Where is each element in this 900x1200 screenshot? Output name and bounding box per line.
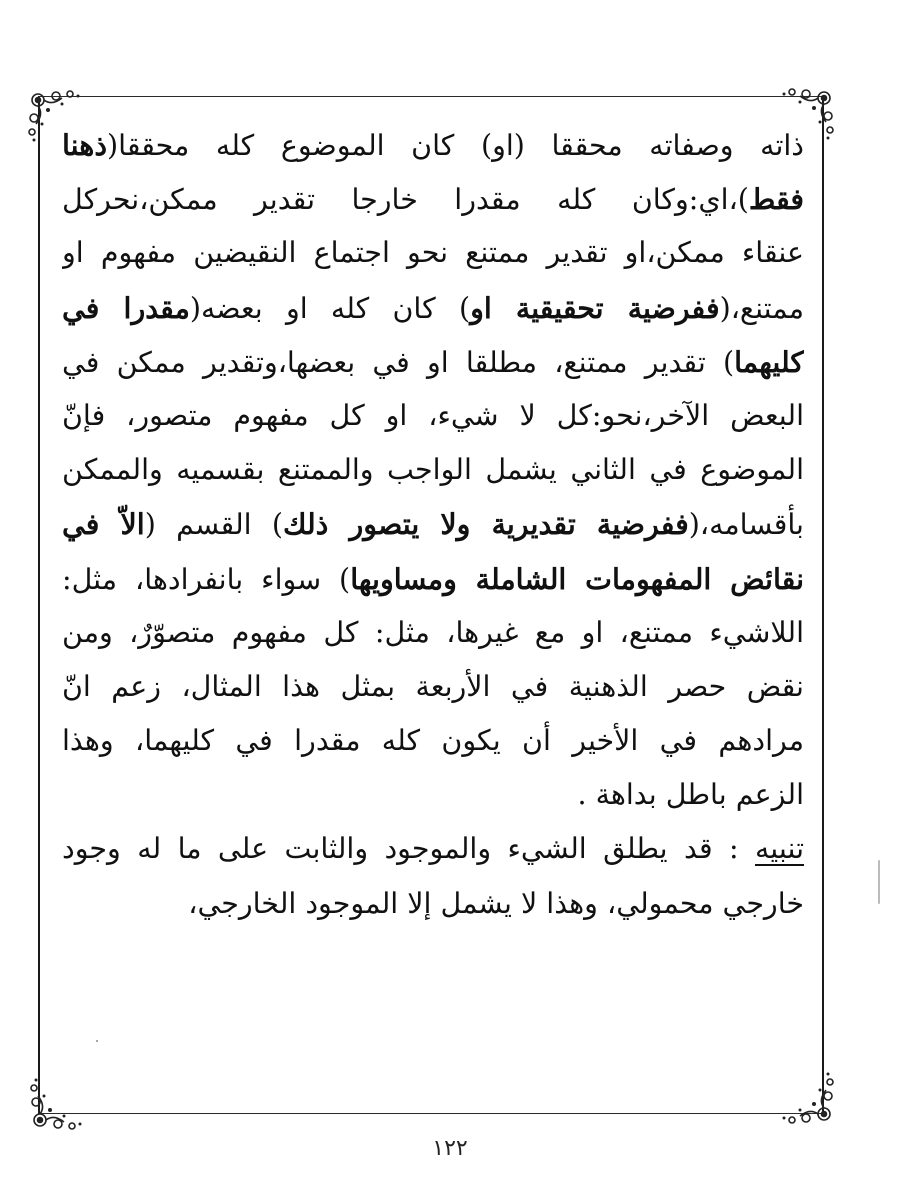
text-segment: ممتنع،( [719, 291, 804, 325]
bold-text-segment: فقط [748, 182, 804, 217]
bold-text-segment: ففرضية تقديرية ولا يتصور ذلك [282, 507, 689, 542]
text-segment: مرادهم في الأخير أن يكون كله مقدرا في كليهما، وهذا [62, 724, 804, 758]
page-number: ١٢٢ [432, 1136, 468, 1161]
text-line [62, 606, 804, 660]
text-segment: اللاشيء ممتنع، او مع غيرها، مثل: كل مفهوم متصوّرٌ، ومن [62, 615, 804, 649]
bold-text-segment: الاّ في [62, 507, 145, 542]
text-line [62, 226, 804, 280]
text-line [62, 552, 804, 606]
text-segment: )،اي:وكان كله مقدرا خارجا تقدير ممكن،نحركل [62, 183, 749, 217]
text-segment: الموضوع في الثاني يشمل الواجب والممتنع بقسميه والممكن [62, 453, 804, 487]
bold-text-segment: كليهما [734, 344, 804, 379]
scan-speck [878, 860, 880, 904]
bold-text-segment: مقدرا في [62, 290, 190, 325]
text-line [62, 443, 804, 497]
body-text [62, 118, 804, 931]
text-line [62, 822, 804, 876]
text-segment: : قد يطلق الشيء والموجود والثابت على ما له وجود [62, 832, 755, 866]
text-segment: عنقاء ممكن،او تقدير ممتنع نحو اجتماع النقيضين مفهوم او [62, 236, 804, 270]
underlined-heading: تنبيه [754, 832, 804, 866]
text-line [62, 497, 804, 551]
text-line [62, 877, 804, 931]
text-line [62, 118, 804, 172]
text-line [62, 714, 804, 768]
text-line [62, 768, 804, 822]
text-segment: بأقسامه،( [688, 508, 804, 542]
text-line [62, 172, 804, 226]
text-segment: خارجي محمولي، وهذا لا يشمل إلا الموجود الخارجي، [188, 886, 804, 920]
scan-speck [96, 1040, 98, 1042]
text-segment: ) تقدير ممتنع، مطلقا او في بعضها،وتقدير ممكن في [62, 345, 735, 379]
text-segment: البعض الآخر،نحو:كل لا شيء، او كل مفهوم متصور، فإنّ [62, 398, 804, 432]
floral-corner-ornament-icon [24, 1072, 88, 1136]
bold-text-segment: ذهنا [62, 128, 108, 162]
text-segment: ) سواء بانفرادها، مثل: [62, 562, 351, 596]
text-line [62, 660, 804, 714]
text-segment: نقض حصر الذهنية في الأربعة بمثل هذا المثال، زعم انّ [62, 669, 804, 703]
text-segment: الزعم باطل بداهة . [577, 778, 804, 812]
text-line [62, 335, 804, 389]
text-segment: ذاته وصفاته محققا (او) كان الموضوع كله محققا( [107, 129, 804, 162]
floral-corner-ornament-icon [776, 1066, 840, 1130]
text-segment: ) كان كله او بعضه( [189, 291, 471, 325]
text-line [62, 389, 804, 443]
text-segment: ) القسم ( [144, 508, 283, 542]
bold-text-segment: ففرضية تحقيقية او [470, 290, 720, 325]
text-line [62, 281, 804, 335]
bold-text-segment: نقائض المفهومات الشاملة ومساويها [350, 561, 804, 596]
